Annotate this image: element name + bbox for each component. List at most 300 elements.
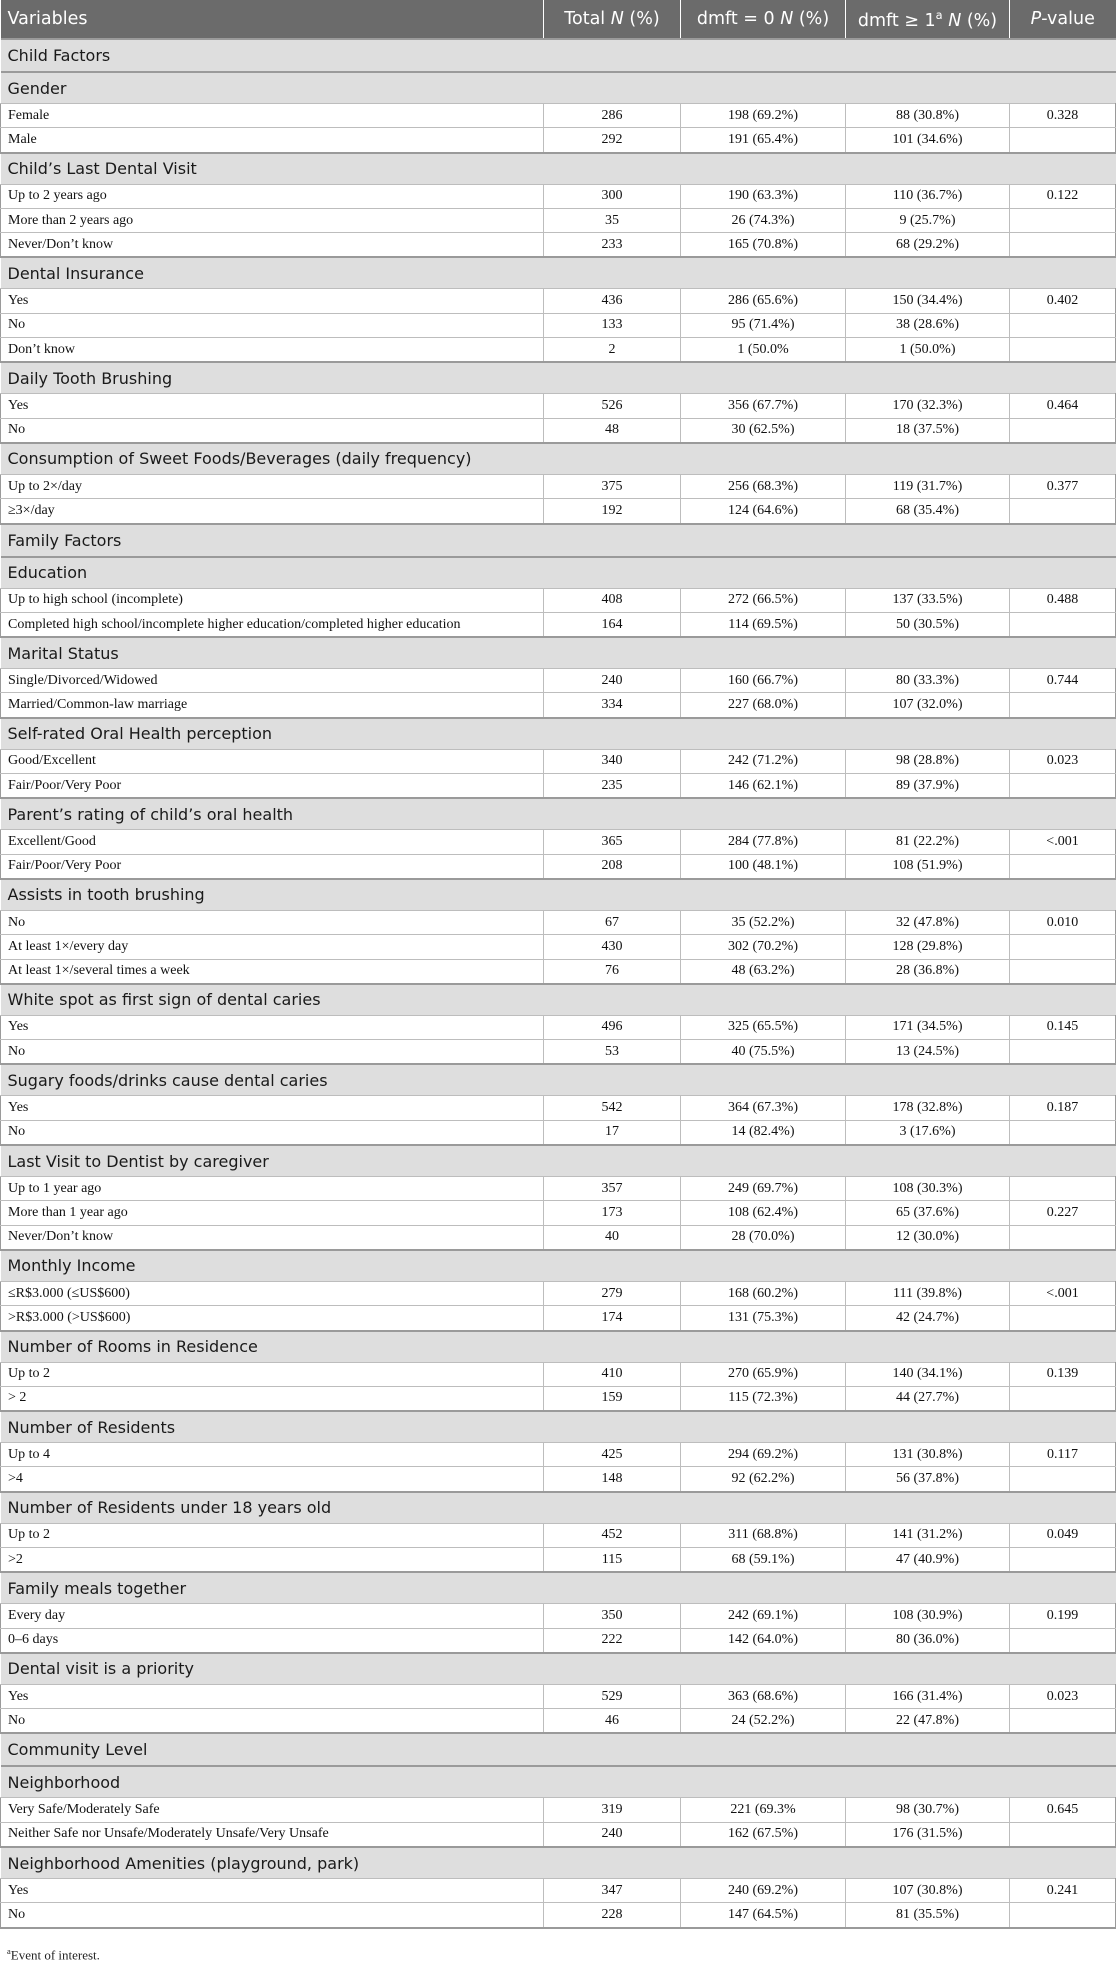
table-row (1, 1443, 1116, 1467)
section-header-row (1, 1733, 1116, 1766)
dmft-zero-cell: 68 (59.1%) (681, 1547, 846, 1572)
table-row (1, 1306, 1116, 1331)
group-label: Monthly Income (1, 1250, 1116, 1282)
row-label: No (1, 910, 544, 934)
section-header-row (1, 524, 1116, 557)
group-label: Assists in tooth brushing (1, 879, 1116, 911)
total-cell: 240 (544, 1822, 681, 1847)
dmft-one-plus-cell: 81 (22.2%) (846, 830, 1010, 854)
dmft-zero-cell: 165 (70.8%) (681, 233, 846, 258)
dmft-zero-cell: 35 (52.2%) (681, 910, 846, 934)
total-cell: 375 (544, 474, 681, 498)
group-label: Number of Rooms in Residence (1, 1331, 1116, 1363)
dmft-one-plus-cell: 137 (33.5%) (846, 588, 1010, 612)
dmft-one-plus-cell: 150 (34.4%) (846, 289, 1010, 313)
dmft-zero-cell: 356 (67.7%) (681, 394, 846, 418)
dmft-zero-cell: 168 (60.2%) (681, 1281, 846, 1305)
total-cell: 148 (544, 1467, 681, 1492)
dmft-zero-cell: 26 (74.3%) (681, 208, 846, 232)
dmft-one-plus-cell: 88 (30.8%) (846, 104, 1010, 128)
dmft-one-plus-cell: 44 (27.7%) (846, 1386, 1010, 1411)
table-row (1, 1386, 1116, 1411)
header-total: Total N (%) (544, 0, 681, 39)
dmft-one-plus-cell: 178 (32.8%) (846, 1096, 1010, 1120)
dmft-one-plus-cell: 81 (35.5%) (846, 1903, 1010, 1928)
total-cell: 357 (544, 1177, 681, 1201)
group-label: Parent’s rating of child’s oral health (1, 798, 1116, 830)
row-label: No (1, 1040, 544, 1065)
total-cell: 35 (544, 208, 681, 232)
group-label: Marital Status (1, 637, 1116, 669)
group-label: Daily Tooth Brushing (1, 362, 1116, 394)
dmft-zero-cell: 272 (66.5%) (681, 588, 846, 612)
dmft-one-plus-cell: 1 (50.0%) (846, 338, 1010, 363)
total-cell: 430 (544, 935, 681, 959)
table-row (1, 693, 1116, 718)
row-label: Up to 1 year ago (1, 1177, 544, 1201)
group-header-row (1, 1250, 1116, 1282)
total-cell: 133 (544, 313, 681, 337)
dmft-zero-cell: 294 (69.2%) (681, 1443, 846, 1467)
table-row (1, 1822, 1116, 1847)
dmft-zero-cell: 364 (67.3%) (681, 1096, 846, 1120)
header-dmft-zero: dmft = 0 N (%) (681, 0, 846, 39)
p-value-cell (1010, 693, 1116, 718)
row-label: Yes (1, 394, 544, 418)
row-label: >R$3.000 (>US$600) (1, 1306, 544, 1331)
dmft-zero-cell: 240 (69.2%) (681, 1879, 846, 1903)
group-label: Self-rated Oral Health perception (1, 718, 1116, 750)
total-cell: 319 (544, 1798, 681, 1822)
row-label: Up to 2 (1, 1362, 544, 1386)
table-row (1, 1120, 1116, 1145)
row-label: Completed high school/incomplete higher education/completed higher education (1, 612, 544, 637)
dmft-one-plus-cell: 18 (37.5%) (846, 418, 1010, 443)
table-row (1, 1201, 1116, 1225)
total-cell: 222 (544, 1628, 681, 1653)
total-cell: 240 (544, 669, 681, 693)
dmft-one-plus-cell: 171 (34.5%) (846, 1015, 1010, 1039)
total-cell: 365 (544, 830, 681, 854)
table-row (1, 830, 1116, 854)
row-label: > 2 (1, 1386, 544, 1411)
total-cell: 192 (544, 499, 681, 524)
dmft-one-plus-cell: 108 (51.9%) (846, 854, 1010, 879)
table-row (1, 1467, 1116, 1492)
p-value-cell: 0.010 (1010, 910, 1116, 934)
total-cell: 76 (544, 959, 681, 984)
footnote: $^a$Event of interest. (7, 1946, 100, 1963)
dmft-one-plus-cell: 141 (31.2%) (846, 1523, 1010, 1547)
dmft-one-plus-cell: 80 (33.3%) (846, 669, 1010, 693)
row-label: Up to high school (incomplete) (1, 588, 544, 612)
p-value-cell (1010, 1386, 1116, 1411)
total-cell: 347 (544, 1879, 681, 1903)
total-cell: 408 (544, 588, 681, 612)
dmft-one-plus-cell: 111 (39.8%) (846, 1281, 1010, 1305)
table-row (1, 208, 1116, 232)
dmft-zero-cell: 221 (69.3% (681, 1798, 846, 1822)
p-value-cell: 0.023 (1010, 1684, 1116, 1708)
row-label: Up to 2 years ago (1, 184, 544, 208)
p-value-cell: 0.488 (1010, 588, 1116, 612)
table-row (1, 128, 1116, 153)
table-row (1, 1903, 1116, 1928)
p-value-cell (1010, 774, 1116, 799)
p-value-cell: <.001 (1010, 1281, 1116, 1305)
p-value-cell: 0.645 (1010, 1798, 1116, 1822)
dmft-zero-cell: 191 (65.4%) (681, 128, 846, 153)
dmft-zero-cell: 363 (68.6%) (681, 1684, 846, 1708)
row-label: Excellent/Good (1, 830, 544, 854)
dmft-zero-cell: 100 (48.1%) (681, 854, 846, 879)
table-header (1, 0, 1116, 39)
dmft-zero-cell: 124 (64.6%) (681, 499, 846, 524)
group-header-row (1, 637, 1116, 669)
p-value-cell: 0.241 (1010, 1879, 1116, 1903)
total-cell: 529 (544, 1684, 681, 1708)
p-value-cell: 0.145 (1010, 1015, 1116, 1039)
dmft-one-plus-cell: 107 (32.0%) (846, 693, 1010, 718)
p-value-cell: 0.744 (1010, 669, 1116, 693)
row-label: Yes (1, 289, 544, 313)
dmft-one-plus-cell: 13 (24.5%) (846, 1040, 1010, 1065)
table-row (1, 1096, 1116, 1120)
dmft-one-plus-cell: 140 (34.1%) (846, 1362, 1010, 1386)
table-row (1, 394, 1116, 418)
total-cell: 436 (544, 289, 681, 313)
group-label: Neighborhood Amenities (playground, park) (1, 1847, 1116, 1879)
header-dmft-one-plus: dmft ≥ $1^a$ N (%) (846, 0, 1010, 39)
group-header-row (1, 443, 1116, 475)
p-value-cell (1010, 1628, 1116, 1653)
total-cell: 46 (544, 1709, 681, 1734)
dmft-zero-cell: 48 (63.2%) (681, 959, 846, 984)
p-value-cell: 0.199 (1010, 1604, 1116, 1628)
table-row (1, 418, 1116, 443)
total-cell: 526 (544, 394, 681, 418)
dmft-zero-cell: 28 (70.0%) (681, 1225, 846, 1250)
p-value-cell (1010, 1903, 1116, 1928)
total-cell: 350 (544, 1604, 681, 1628)
total-cell: 67 (544, 910, 681, 934)
total-cell: 115 (544, 1547, 681, 1572)
dmft-zero-cell: 227 (68.0%) (681, 693, 846, 718)
table-row (1, 1709, 1116, 1734)
group-label: Last Visit to Dentist by caregiver (1, 1145, 1116, 1177)
group-label: White spot as first sign of dental caries (1, 984, 1116, 1016)
row-label: Up to 2 (1, 1523, 544, 1547)
row-label: ≤R$3.000 (≤US$600) (1, 1281, 544, 1305)
row-label: Yes (1, 1879, 544, 1903)
table-row (1, 1015, 1116, 1039)
dmft-zero-cell: 325 (65.5%) (681, 1015, 846, 1039)
dmft-zero-cell: 286 (65.6%) (681, 289, 846, 313)
row-label: 0–6 days (1, 1628, 544, 1653)
dmft-one-plus-cell: 107 (30.8%) (846, 1879, 1010, 1903)
dmft-zero-cell: 284 (77.8%) (681, 830, 846, 854)
group-label: Education (1, 557, 1116, 589)
row-label: Up to 2×/day (1, 474, 544, 498)
table-row (1, 935, 1116, 959)
p-value-cell (1010, 338, 1116, 363)
table-row (1, 612, 1116, 637)
row-label: Good/Excellent (1, 749, 544, 773)
table-row (1, 233, 1116, 258)
p-value-cell (1010, 313, 1116, 337)
dmft-zero-cell: 142 (64.0%) (681, 1628, 846, 1653)
dmft-one-plus-cell: 98 (28.8%) (846, 749, 1010, 773)
p-value-cell (1010, 854, 1116, 879)
total-cell: 334 (544, 693, 681, 718)
table-row (1, 1879, 1116, 1903)
total-cell: 164 (544, 612, 681, 637)
p-value-cell (1010, 1306, 1116, 1331)
row-label: Very Safe/Moderately Safe (1, 1798, 544, 1822)
dmft-one-plus-cell: 32 (47.8%) (846, 910, 1010, 934)
p-value-cell (1010, 233, 1116, 258)
dmft-zero-cell: 1 (50.0% (681, 338, 846, 363)
row-label: Yes (1, 1684, 544, 1708)
p-value-cell (1010, 935, 1116, 959)
p-value-cell (1010, 1822, 1116, 1847)
dmft-zero-cell: 162 (67.5%) (681, 1822, 846, 1847)
total-cell: 300 (544, 184, 681, 208)
dmft-one-plus-cell: 110 (36.7%) (846, 184, 1010, 208)
table-row (1, 854, 1116, 879)
total-cell: 2 (544, 338, 681, 363)
p-value-cell: 0.464 (1010, 394, 1116, 418)
dmft-one-plus-cell: 9 (25.7%) (846, 208, 1010, 232)
group-header-row (1, 984, 1116, 1016)
section-label: Family Factors (1, 524, 1116, 557)
table-row (1, 1225, 1116, 1250)
dmft-zero-cell: 92 (62.2%) (681, 1467, 846, 1492)
p-value-cell: 0.402 (1010, 289, 1116, 313)
p-value-cell: 0.049 (1010, 1523, 1116, 1547)
table-row (1, 313, 1116, 337)
group-label: Family meals together (1, 1572, 1116, 1604)
dmft-one-plus-cell: 89 (37.9%) (846, 774, 1010, 799)
dmft-zero-cell: 160 (66.7%) (681, 669, 846, 693)
table-row (1, 588, 1116, 612)
dmft-zero-cell: 311 (68.8%) (681, 1523, 846, 1547)
group-header-row (1, 879, 1116, 911)
p-value-cell: 0.122 (1010, 184, 1116, 208)
p-value-cell (1010, 1467, 1116, 1492)
group-label: Neighborhood (1, 1766, 1116, 1798)
total-cell: 425 (544, 1443, 681, 1467)
dmft-zero-cell: 242 (69.1%) (681, 1604, 846, 1628)
group-label: Child’s Last Dental Visit (1, 153, 1116, 185)
row-label: No (1, 418, 544, 443)
dmft-one-plus-cell: 50 (30.5%) (846, 612, 1010, 637)
group-header-row (1, 798, 1116, 830)
group-label: Number of Residents (1, 1411, 1116, 1443)
group-header-row (1, 153, 1116, 185)
dmft-one-plus-cell: 56 (37.8%) (846, 1467, 1010, 1492)
group-header-row (1, 1572, 1116, 1604)
header-p-value: P-value (1010, 0, 1116, 39)
total-cell: 410 (544, 1362, 681, 1386)
table-row (1, 1684, 1116, 1708)
table-row (1, 1628, 1116, 1653)
row-label: Every day (1, 1604, 544, 1628)
dmft-one-plus-cell: 176 (31.5%) (846, 1822, 1010, 1847)
group-header-row (1, 1653, 1116, 1685)
table-row (1, 749, 1116, 773)
dmft-zero-cell: 147 (64.5%) (681, 1903, 846, 1928)
total-cell: 40 (544, 1225, 681, 1250)
total-cell: 235 (544, 774, 681, 799)
row-label: >2 (1, 1547, 544, 1572)
table-row (1, 774, 1116, 799)
dmft-one-plus-cell: 101 (34.6%) (846, 128, 1010, 153)
dmft-one-plus-cell: 42 (24.7%) (846, 1306, 1010, 1331)
row-label: More than 2 years ago (1, 208, 544, 232)
total-cell: 286 (544, 104, 681, 128)
group-header-row (1, 1492, 1116, 1524)
group-header-row (1, 362, 1116, 394)
dmft-zero-cell: 95 (71.4%) (681, 313, 846, 337)
header-variables: Variables (1, 0, 544, 39)
row-label: More than 1 year ago (1, 1201, 544, 1225)
row-label: No (1, 1709, 544, 1734)
group-header-row (1, 1145, 1116, 1177)
p-value-cell (1010, 1177, 1116, 1201)
group-label: Dental Insurance (1, 257, 1116, 289)
table-row (1, 1798, 1116, 1822)
p-value-cell: 0.023 (1010, 749, 1116, 773)
group-label: Sugary foods/drinks cause dental caries (1, 1064, 1116, 1096)
row-label: No (1, 313, 544, 337)
dmft-one-plus-cell: 68 (29.2%) (846, 233, 1010, 258)
dmft-zero-cell: 190 (63.3%) (681, 184, 846, 208)
table-row (1, 499, 1116, 524)
row-label: Fair/Poor/Very Poor (1, 774, 544, 799)
dmft-zero-cell: 14 (82.4%) (681, 1120, 846, 1145)
table-row (1, 338, 1116, 363)
p-value-cell (1010, 499, 1116, 524)
p-value-cell (1010, 959, 1116, 984)
group-header-row (1, 1766, 1116, 1798)
row-label: Neither Safe nor Unsafe/Moderately Unsafe/Very Unsafe (1, 1822, 544, 1847)
table-row (1, 1177, 1116, 1201)
dmft-one-plus-cell: 166 (31.4%) (846, 1684, 1010, 1708)
row-label: Male (1, 128, 544, 153)
total-cell: 17 (544, 1120, 681, 1145)
dmft-zero-cell: 242 (71.2%) (681, 749, 846, 773)
total-cell: 279 (544, 1281, 681, 1305)
group-header-row (1, 1331, 1116, 1363)
section-header-row (1, 39, 1116, 72)
group-label: Gender (1, 72, 1116, 104)
dmft-zero-cell: 131 (75.3%) (681, 1306, 846, 1331)
table-row (1, 474, 1116, 498)
dmft-one-plus-cell: 38 (28.6%) (846, 313, 1010, 337)
dmft-one-plus-cell: 12 (30.0%) (846, 1225, 1010, 1250)
table-row (1, 1547, 1116, 1572)
total-cell: 496 (544, 1015, 681, 1039)
group-header-row (1, 1411, 1116, 1443)
p-value-cell (1010, 1120, 1116, 1145)
row-label: Yes (1, 1096, 544, 1120)
table-row (1, 910, 1116, 934)
group-header-row (1, 72, 1116, 104)
p-value-cell: 0.117 (1010, 1443, 1116, 1467)
total-cell: 159 (544, 1386, 681, 1411)
total-cell: 340 (544, 749, 681, 773)
dmft-zero-cell: 40 (75.5%) (681, 1040, 846, 1065)
group-label: Dental visit is a priority (1, 1653, 1116, 1685)
dmft-zero-cell: 146 (62.1%) (681, 774, 846, 799)
table-row (1, 184, 1116, 208)
dmft-zero-cell: 270 (65.9%) (681, 1362, 846, 1386)
total-cell: 292 (544, 128, 681, 153)
dmft-one-plus-cell: 108 (30.3%) (846, 1177, 1010, 1201)
dmft-one-plus-cell: 3 (17.6%) (846, 1120, 1010, 1145)
section-label: Child Factors (1, 39, 1116, 72)
dmft-one-plus-cell: 119 (31.7%) (846, 474, 1010, 498)
p-value-cell (1010, 128, 1116, 153)
dmft-zero-cell: 108 (62.4%) (681, 1201, 846, 1225)
table-row (1, 289, 1116, 313)
dmft-one-plus-cell: 170 (32.3%) (846, 394, 1010, 418)
table-row (1, 1040, 1116, 1065)
row-label: Married/Common-law marriage (1, 693, 544, 718)
dmft-zero-cell: 249 (69.7%) (681, 1177, 846, 1201)
dmft-one-plus-cell: 128 (29.8%) (846, 935, 1010, 959)
total-cell: 48 (544, 418, 681, 443)
row-label: Fair/Poor/Very Poor (1, 854, 544, 879)
row-label: At least 1×/several times a week (1, 959, 544, 984)
row-label: >4 (1, 1467, 544, 1492)
total-cell: 542 (544, 1096, 681, 1120)
table-row (1, 1523, 1116, 1547)
total-cell: 228 (544, 1903, 681, 1928)
row-label: Up to 4 (1, 1443, 544, 1467)
p-value-cell: 0.328 (1010, 104, 1116, 128)
p-value-cell: 0.377 (1010, 474, 1116, 498)
dmft-one-plus-cell: 68 (35.4%) (846, 499, 1010, 524)
row-label: Never/Don’t know (1, 233, 544, 258)
total-cell: 208 (544, 854, 681, 879)
dmft-zero-cell: 198 (69.2%) (681, 104, 846, 128)
group-header-row (1, 1064, 1116, 1096)
group-header-row (1, 718, 1116, 750)
total-cell: 174 (544, 1306, 681, 1331)
p-value-cell: 0.187 (1010, 1096, 1116, 1120)
row-label: Female (1, 104, 544, 128)
dmft-one-plus-cell: 108 (30.9%) (846, 1604, 1010, 1628)
total-cell: 233 (544, 233, 681, 258)
p-value-cell (1010, 418, 1116, 443)
table-row (1, 1362, 1116, 1386)
table-row (1, 669, 1116, 693)
p-value-cell (1010, 1040, 1116, 1065)
p-value-cell (1010, 1709, 1116, 1734)
row-label: ≥3×/day (1, 499, 544, 524)
table-row (1, 1281, 1116, 1305)
dmft-zero-cell: 256 (68.3%) (681, 474, 846, 498)
total-cell: 173 (544, 1201, 681, 1225)
p-value-cell: 0.139 (1010, 1362, 1116, 1386)
dmft-zero-cell: 115 (72.3%) (681, 1386, 846, 1411)
dmft-zero-cell: 302 (70.2%) (681, 935, 846, 959)
row-label: At least 1×/every day (1, 935, 544, 959)
p-value-cell (1010, 1225, 1116, 1250)
dmft-one-plus-cell: 47 (40.9%) (846, 1547, 1010, 1572)
